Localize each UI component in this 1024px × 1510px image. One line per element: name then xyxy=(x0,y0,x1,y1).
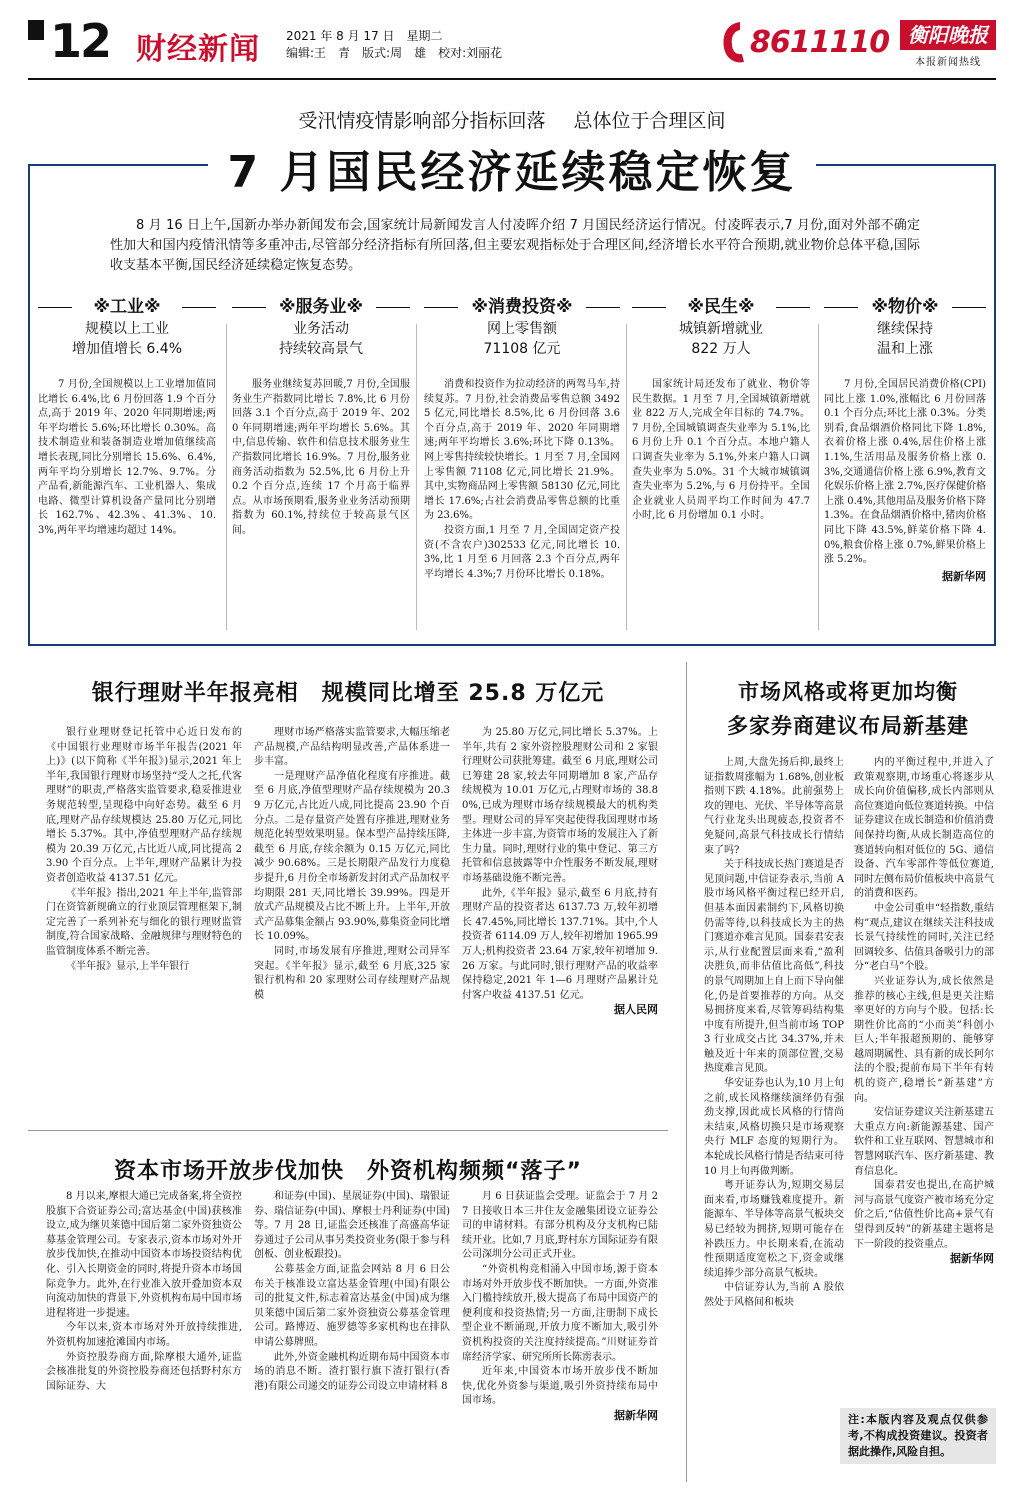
article-credit: 据新华网 xyxy=(614,1408,658,1422)
page-number: 12 xyxy=(50,14,111,68)
page-column-divider xyxy=(686,662,687,1482)
column-sub1: 城镇新增就业 xyxy=(679,321,763,337)
paragraph: 内的平衡过程中,并进入了政策观察期,市场重心将逐步从成长向价值偏移,成长内部则从高位赛道向低位赛道转换。中信证券建议在成长制造和价值消费间保持均衡,从成长制造高位的赛道转向相对低位的 5G、通信设备、汽车零部件等低位赛道,同时左侧布局价值板块中高景气的消费和医药。 xyxy=(854,757,994,900)
column-sub2: 增加值增长 6.4% xyxy=(71,341,183,357)
column-sub2: 温和上涨 xyxy=(877,341,933,357)
section-divider xyxy=(28,1130,668,1131)
column-livelihood xyxy=(632,296,810,524)
paragraph: 此外,外资金融机构近期布局中国资本市场的消息不断。渣打银行旗下渣打银行(香港)有限公司递交的证券公司设立申请材料 8 xyxy=(254,1351,450,1392)
article-credit: 据新华网 xyxy=(950,1252,994,1266)
paragraph: 《半年报》显示,上半年银行 xyxy=(66,960,190,972)
column-consumption xyxy=(424,296,620,582)
column-title: ※物价※ xyxy=(824,296,986,318)
column-body: 7 月份,全国居民消费价格(CPI)同比上涨 1.0%,涨幅比 6 月份回落 0.1 个百分点;环比上涨 0.3%。分类别看,食品烟酒价格同比下降 1.8%,衣着价格上涨 0.4%,居住价格上涨 1.1%,生活用品及服务价格上涨 0.3%,交通通信价格上涨 6.9%,教育文化娱乐价格上涨 2.7%,医疗保健价格上涨 0.4%,其他用品及服务价格下降 1.3%。在食品烟酒价格中,猪肉价格同比下降 43.5%,鲜菜价格下降 4.0%,粮食价格上涨 0.7%,鲜果价格上涨 5.2%。 xyxy=(824,379,986,566)
column-credit: 据新华网 xyxy=(942,569,986,583)
article-column xyxy=(704,756,844,1311)
article-bank xyxy=(28,676,668,1096)
paragraph: 《半年报》指出,2021 年上半年,监管部门在资管新规确立的行业顶层管理框架下,制定完善了一系列补充与细化的银行理财监管制度,符合国家战略、金融规律与理财特色的监管制度体系不断完善。 xyxy=(46,887,242,957)
paragraph: 中信证券认为,当前 A 股依然处于风格间和板块 xyxy=(704,1282,844,1308)
column-divider xyxy=(626,324,627,630)
hotline-number: 8611110 xyxy=(750,24,890,60)
hotline xyxy=(718,18,889,66)
article-title: 银行理财半年报亮相 规模同比增至 25.8 万亿元 xyxy=(91,681,605,706)
article-title-line2: 多家券商建议布局新基建 xyxy=(727,714,969,738)
column-body: 服务业继续复苏回暖,7 月份,全国服务业生产指数同比增长 7.8%,比 6 月份回落 3.1 个百分点,高于 2019 年、2020 年同期增速;两年平均增长 5.6%。其中,信息传输、软件和信息技术服务业生产指数同比增长 16.9%。7 月份,服务业商务活动指数为 52.5%,比 6 月份上升 0.2 个百分点,连续 17 个月高于临界点。从市场预期看,服务业业务活动预期指数为 60.1%,持续位于较高景气区间。 xyxy=(232,379,410,536)
column-body: 国家统计局还发布了就业、物价等民生数据。1 月至 7 月,全国城镇新增就业 822 万人,完成全年目标的 74.7%。7 月份,全国城镇调查失业率为 5.1%,比 6 月份上升 0.1 个百分点。本地户籍人口调查失业率为 5.1%,外来户籍人口调查失业率为 5.0%。31 个大城市城镇调查失业率为 5.2%,与 6 月份持平。全国企业就业人员周平均工作时间为 47.7 小时,比 6 月份增加 0.1 小时。 xyxy=(632,379,810,522)
paragraph: 外资控股券商方面,除摩根大通外,证监会核准批复的外资控股券商还包括野村东方国际证券、大 xyxy=(46,1351,242,1392)
article-column xyxy=(46,726,242,974)
article-capital xyxy=(28,1154,668,1484)
article-market xyxy=(700,676,996,1406)
paragraph: 中金公司重申“轻指数,重结构”观点,建议在继续关注科技成长景气持续性的同时,关注已经回调较多、估值具备吸引力的部分“老白马”个股。 xyxy=(854,902,994,973)
paragraph: 近年来,中国资本市场开放步伐不断加快,优化外资参与渠道,吸引外资持续布局中国市场。 xyxy=(462,1366,658,1407)
article-column xyxy=(462,726,658,1018)
paragraph: 粤开证券认为,短期交易层面来看,市场赚钱难度提升。新能源车、半导体等高景气板块交易已经较为拥挤,短期可能存在补跌压力。中长期来看,在流动性预期适度宽松之下,资金或继续追捧少部分高景气板块。 xyxy=(704,1180,844,1279)
paragraph: 8 月以来,摩根大通已完成备案,将全资控股旗下合资证券公司;富达基金(中国)获核准设立,成为继贝莱德中国后第二家外资独资公募基金管理公司。专家表示,资本市场对外开放步伐加快,在推动中国资本市场投资结构优化、引入长期资金的同时,将提升资本市场国际竞争力。此外,在行业准入放开叠加资本双向流动加快的背景下,外资机构布局中国市场进程将进一步提速。 xyxy=(46,1191,242,1319)
paragraph: 和证券(中国)、星展证券(中国)、瑞银证券、瑞信证券(中国)、摩根士丹利证券(中国)等。7 月 28 日,证监会还核准了高盛高华证券通过子公司从事另类投资业务(限于参与科创板、创业板跟投)。 xyxy=(254,1191,450,1261)
newspaper-logo xyxy=(900,20,996,68)
article-column xyxy=(854,756,994,1267)
kicker-left: 受汛情疫情影响部分指标回落 xyxy=(298,110,546,132)
paragraph: 理财市场严格落实监管要求,大幅压缩老产品规模,产品结构明显改善,产品体系进一步丰富。 xyxy=(254,727,450,768)
column-title: ※服务业※ xyxy=(232,296,410,318)
column-sub1: 继续保持 xyxy=(877,321,933,337)
article-title: 资本市场开放步伐加快 外资机构频频“落子” xyxy=(114,1159,582,1184)
paragraph: 华安证券也认为,10 月上旬之前,成长风格继续演绎仍有强劲支撑,因此成长风格的行情尚未结束,风格切换只是市场观察央行 MLF 态度的短期行为。本轮成长风格行情是否结束可待 10 月上旬再做判断。 xyxy=(704,1078,844,1177)
paragraph: 月 6 日获证监会受理。证监会于 7 月 27 日接收日本三井住友金融集团设立证券公司的申请材料。有部分机构及分支机构已陆续开业。比如,7 月底,野村东方国际证券有限公司深圳分公司正式开业。 xyxy=(462,1191,658,1261)
masthead xyxy=(28,14,996,74)
article-column xyxy=(254,726,450,1003)
paragraph: 公募基金方面,证监会网站 8 月 6 日公布关于核准设立富达基金管理(中国)有限公司的批复文件,标志着富达基金(中国)成为继贝莱德中国后第二家外资独资公募基金管理公司。路博迈、施罗德等多家机构也在排队申请公募牌照。 xyxy=(254,1263,450,1348)
column-title: ※消费投资※ xyxy=(424,296,620,318)
paragraph: 同时,市场发展有序推进,理财公司异军突起。《半年报》显示,截至 6 月底,325 家银行机构和 20 家理财公司存续理财产品规模 xyxy=(254,945,450,1001)
column-prices xyxy=(824,296,986,584)
column-sub1: 网上零售额 xyxy=(487,321,557,337)
logo-subtitle: 本报新闻热线 xyxy=(915,57,981,68)
column-sub2: 71108 亿元 xyxy=(483,341,561,357)
column-sub1: 规模以上工业 xyxy=(85,321,169,337)
column-divider xyxy=(818,324,819,630)
section-title: 财经新闻 xyxy=(136,32,260,67)
logo-text: 衡阳晚报 xyxy=(900,20,996,50)
paragraph: 关于科技成长热门赛道是否见顶问题,中信证券表示,当前 A 股市场风格平衡过程已经开启,但基本面因素制约下,风格切换仍需等待,以科技成长为主的热门赛道亦难言见顶。国泰君安表示,从行业配置层面来看,“盈利决胜负,而非估值比高低”,科技的景气周期加上自上而下导向催化,仍是首要推荐的方向。从交易拥挤度来看,尽管筹码结构集中度有所提升,但当前市场 TOP3 行业成交占比 34.37%,并未触及近十年来的顶部位置,交易热度难言见顶。 xyxy=(704,859,844,1075)
feature-kicker xyxy=(0,106,1024,133)
article-credit: 据人民网 xyxy=(614,1003,658,1017)
header-rule xyxy=(28,78,996,80)
feature-lead: 8 月 16 日上午,国新办举办新闻发布会,国家统计局新闻发言人付凌晖介绍 7 月国民经济运行情况。付凌晖表示,7 月份,面对外部不确定性加大和国内疫情汛情等多重冲击,尽管部分经济指标有所回落,但主要宏观指标处于合理区间,经济增长水平符合预期,就业物价总体平稳,国际收支基本平衡,国民经济延续稳定恢复态势。 xyxy=(110,218,920,273)
paragraph: 一是理财产品净值化程度有序推进。截至 6 月底,净值型理财产品存续规模为 20.39 万亿元,占比近八成,同比提高 23.90 个百分点。二是存量资产处置有序推进,理财业务规范化转型效果明显。保本型产品持续压降,截至 6 月底,存续余额为 0.15 万亿元,同比减少 90.68%。三是长期限产品发行力度稳步提升,6 月份全市场新发封闭式产品加权平均期限 281 天,同比增长 39.99%。四是开放式产品规模及占比不断上升。上半年,开放式产品募集金额占 93.90%,募集资金同比增长 10.09%。 xyxy=(254,770,450,943)
column-body: 消费和投资作为拉动经济的两驾马车,持续复苏。7 月份,社会消费品零售总额 34925 亿元,同比增长 8.5%,比 6 月份回落 3.6 个百分点,高于 2019 年、2020 年同期增速;两年平均增长 3.6%;环比下降 0.13%。网上零售持续较快增长。1 月至 7 月,全国网上零售额 71108 亿元,同比增长 21.9%。其中,实物商品网上零售额 58130 亿元,同比增长 17.6%;占社会消费品零售总额的比重为 23.6%。 xyxy=(424,379,620,522)
column-divider xyxy=(416,324,417,630)
column-title: ※民生※ xyxy=(632,296,810,318)
paragraph: 上周,大盘先扬后抑,最终上证指数周涨幅为 1.68%,创业板指则下跌 4.18%。此前强势上攻的锂电、光伏、半导体等高景气行业龙头出现疲态,投资者不免疑问,高景气科技成长行情结束了吗? xyxy=(704,757,844,856)
feature-columns xyxy=(38,296,986,636)
paragraph: 兴业证券认为,成长依然是推荐的核心主线,但是更关注赔率更好的方向与个股。包括:长期性价比高的“小而美”科创小巨人;半年报超预期的、能够穿越周期属性、具有新的成长阿尔法的个股;提前布局下半年有转机的资产,稳增长“新基建”方向。 xyxy=(854,975,994,1104)
paragraph: 国泰君安也提出,在高护城河与高景气度资产被市场充分定价之后,“估值性价比高+景气有望得到反转”的新基建主题将是下一阶段的投资重点。 xyxy=(854,1180,994,1250)
column-sub1: 业务活动 xyxy=(293,321,349,337)
paragraph: 为 25.80 万亿元,同比增长 5.37%。上半年,共有 2 家外资控股理财公司和 2 家银行理财公司获批筹建。截至 6 月底,理财公司已筹建 28 家,较去年同期增加 8 家,产品存续规模为 10.01 万亿元,占理财市场的 38.80%,已成为理财市场存续规模最大的机构类型。理财公司的异军突起使得我国理财市场主体进一步丰富,为资管市场的发展注入了新生力量。同时,理财行业的集中登记、第三方托管和信息披露等中介性服务不断发展,理财市场基础设施不断完善。 xyxy=(462,727,658,884)
date-line: 2021 年 8 月 17 日 星期二 xyxy=(286,29,443,43)
article-column xyxy=(254,1190,450,1394)
column-body-2: 投资方面,1 月至 7 月,全国固定资产投资(不含农户)302533 亿元,同比增长 10.3%,比 1 月至 6 月回落 2.3 个百分点,两年平均增长 4.3%;7 月份环比增长 0.18%。 xyxy=(424,524,620,580)
article-column xyxy=(462,1190,658,1424)
article-title-line1: 市场风格或将更加均衡 xyxy=(738,680,958,704)
column-divider xyxy=(226,324,227,630)
paragraph: “外资机构竞相涌入中国市场,源于资本市场对外开放步伐不断加快。一方面,外资准入门槛持续放开,极大提高了布局中国资产的便利度和投资热情;另一方面,注册制下成长型企业不断涌现,开放力度不断加大,吸引外资机构投资的关注度持续提高。”川财证券首席经济学家、研究所所长陈雳表示。 xyxy=(462,1263,658,1363)
paragraph: 今年以来,资本市场对外开放持续推进,外资机构加速抢滩国内市场。 xyxy=(46,1322,242,1348)
column-body: 7 月份,全国规模以上工业增加值同比增长 6.4%,比 6 月份回落 1.9 个百分点,高于 2019 年、2020 年同期增速;两年平均增长 5.6%;环比增长 0.30%。高技术制造业和装备制造业增加值继续高增长表现,同比分别增长 15.6%、6.4%,两年平均分别增长 12.7%、9.7%。分产品看,新能源汽车、工业机器人、集成电路、微型计算机设备产量同比分别增长 162.7%、42.3%、41.3%、10.3%,两年平均增速均超过 14%。 xyxy=(38,379,216,536)
phone-icon xyxy=(718,18,748,66)
column-services xyxy=(232,296,410,539)
paragraph: 银行业理财登记托管中心近日发布的《中国银行业理财市场半年报告(2021 年上)》(以下简称《半年报》)显示,2021 年上半年,我国银行理财市场坚持“受人之托,代客理财”的职责,严格落实监管要求,稳妥推进业务规范转型,呈现稳中向好态势。截至 6 月底,理财产品存续规模达 25.80 万亿元,同比增长 5.37%。其中,净值型理财产品存续规模为 20.39 万亿元,占比近八成,同比提高 23.90 个百分点。上半年,理财产品累计为投资者创造收益 4137.51 亿元。 xyxy=(46,727,242,884)
column-sub2: 822 万人 xyxy=(691,341,751,357)
paragraph: 此外,《半年报》显示,截至 6 月底,持有理财产品的投资者达 6137.73 万,较年初增长 47.45%,同比增长 137.71%。其中,个人投资者 6114.09 万人,较年初增加 1965.99 万人;机构投资者 23.64 万家,较年初增加 9.26 万家。与此同时,银行理财产品的收益率保持稳定,2021 年 1—6 月理财产品累计兑付客户收益 4137.51 亿元。 xyxy=(462,887,658,1001)
issue-meta xyxy=(286,28,502,62)
column-title: ※工业※ xyxy=(38,296,216,318)
kicker-right: 总体位于合理区间 xyxy=(573,110,726,132)
staff-line: 编辑:王 青 版式:周 雄 校对:刘丽花 xyxy=(286,46,503,60)
paragraph: 安信证券建议关注新基建五大重点方向:新能源基建、国产软件和工业互联网、智慧城市和智慧网联汽车、医疗新基建、教育信息化。 xyxy=(854,1107,994,1177)
column-industry xyxy=(38,296,216,539)
disclaimer-note: 注:本版内容及观点仅供参考,不构成投资建议。投资者据此操作,风险自担。 xyxy=(840,1408,996,1464)
column-sub2: 持续较高景气 xyxy=(279,341,363,357)
feature-headline: 7 月国民经济延续稳定恢复 xyxy=(227,147,797,198)
article-column xyxy=(46,1190,242,1394)
